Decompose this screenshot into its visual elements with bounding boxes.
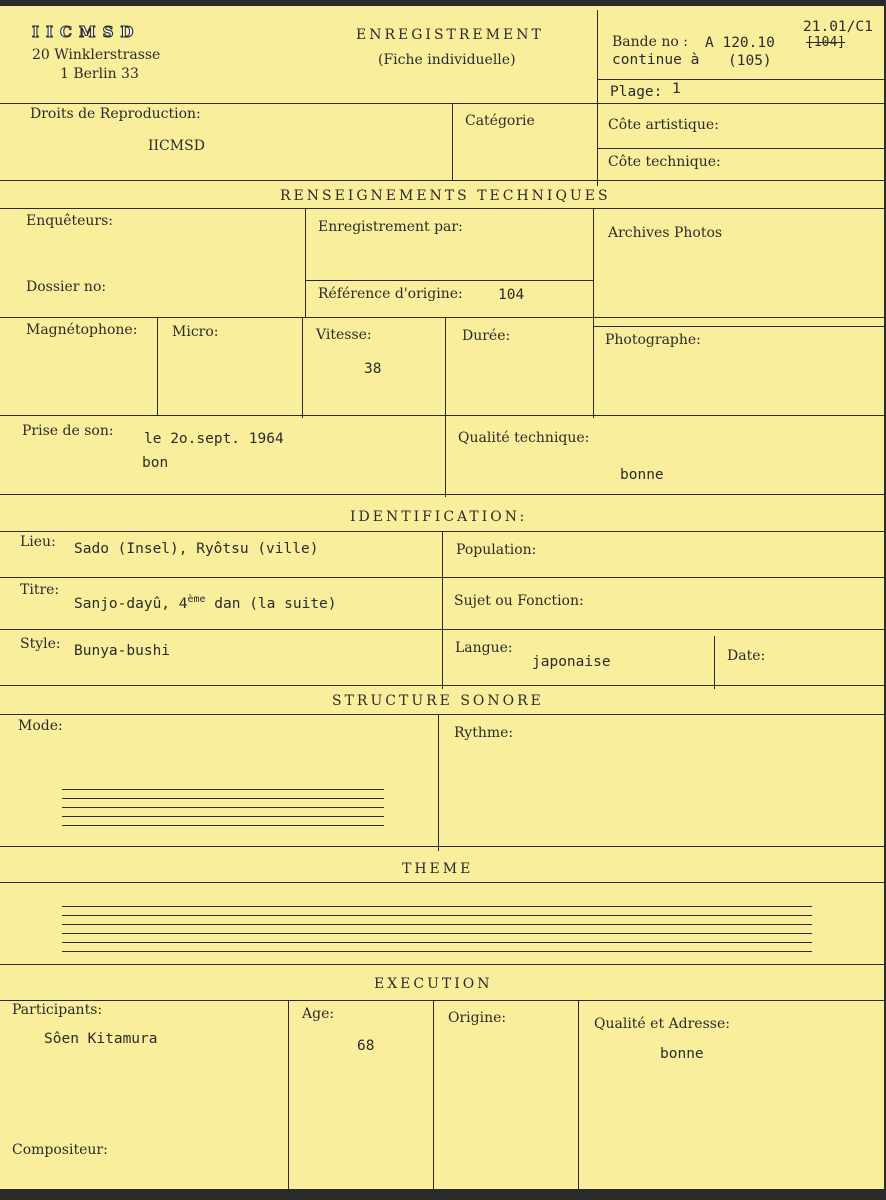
- compositeur-label: Compositeur:: [12, 1142, 108, 1158]
- age-label: Age:: [302, 1006, 335, 1022]
- rythme-label: Rythme:: [454, 725, 514, 741]
- participants-label: Participants:: [12, 1002, 103, 1018]
- divider: [0, 180, 884, 181]
- continue-label: continue à: [612, 52, 700, 68]
- divider: [0, 1000, 884, 1001]
- participant-value: Sôen Kitamura: [44, 1031, 158, 1047]
- divider: [442, 531, 443, 689]
- photographe-label: Photographe:: [605, 332, 701, 348]
- divider: [0, 103, 884, 104]
- theme-staff-line: [62, 951, 812, 952]
- plage-label: Plage:: [610, 84, 663, 100]
- divider: [597, 10, 598, 186]
- divider: [433, 1000, 434, 1189]
- prise-de-son-date: le 2o.sept. 1964: [144, 431, 284, 447]
- qualite-adresse-value: bonne: [660, 1046, 704, 1062]
- vitesse-value: 38: [364, 361, 382, 377]
- bande-note: 21.01/C1: [803, 19, 873, 35]
- origine-label: Origine:: [448, 1010, 507, 1026]
- divider: [445, 317, 446, 497]
- theme-staff-line: [62, 915, 812, 916]
- qualite-technique-value: bonne: [620, 467, 664, 483]
- bande-note-struck: [104]: [806, 35, 846, 50]
- archives-photos-label: Archives Photos: [608, 225, 723, 241]
- theme-staff-line: [62, 924, 812, 925]
- divider: [597, 79, 884, 80]
- bande-value: A 120.10: [705, 35, 775, 51]
- vitesse-label: Vitesse:: [316, 327, 372, 343]
- address-line-1: 20 Winklerstrasse: [32, 47, 161, 63]
- reference-value: 104: [498, 287, 525, 303]
- micro-label: Micro:: [172, 324, 219, 340]
- age-value: 68: [357, 1038, 375, 1054]
- divider: [0, 964, 884, 965]
- droits-label: Droits de Reproduction:: [30, 106, 201, 122]
- titre-label: Titre:: [20, 582, 60, 598]
- divider: [714, 636, 715, 689]
- plage-value: 1: [672, 81, 681, 97]
- theme-staff-line: [62, 906, 812, 907]
- style-label: Style:: [20, 636, 61, 652]
- divider: [0, 317, 884, 318]
- mode-staff-line: [62, 789, 384, 790]
- divider: [0, 882, 884, 883]
- divider: [157, 317, 158, 415]
- section-execution: EXECUTION: [374, 976, 493, 992]
- divider: [0, 208, 884, 209]
- mode-staff-line: [62, 807, 384, 808]
- langue-value: japonaise: [532, 654, 611, 670]
- divider: [0, 629, 884, 630]
- dossier-label: Dossier no:: [26, 279, 107, 295]
- address-line-2: 1 Berlin 33: [60, 66, 139, 82]
- divider: [593, 326, 884, 327]
- titre-text-b: dan (la suite): [214, 595, 337, 612]
- categorie-label: Catégorie: [465, 113, 535, 129]
- mode-staff-line: [62, 825, 384, 826]
- org-logo: IICMSD: [32, 23, 141, 41]
- sujet-label: Sujet ou Fonction:: [454, 593, 584, 609]
- magnetophone-label: Magnétophone:: [26, 322, 138, 338]
- lieu-label: Lieu:: [20, 534, 56, 550]
- divider: [302, 317, 303, 418]
- prise-de-son-label: Prise de son:: [22, 423, 114, 439]
- titre-text-a: Sanjo-dayû, 4: [74, 595, 188, 612]
- form-subtitle: (Fiche individuelle): [378, 52, 516, 68]
- section-theme: THEME: [402, 861, 474, 877]
- qualite-adresse-label: Qualité et Adresse:: [594, 1016, 730, 1032]
- titre-value: [74, 594, 337, 612]
- cote-technique-label: Côte technique:: [608, 154, 721, 170]
- form-title: ENREGISTREMENT: [356, 27, 544, 43]
- mode-staff-line: [62, 816, 384, 817]
- divider: [597, 148, 884, 149]
- mode-label: Mode:: [18, 718, 63, 734]
- section-identification: IDENTIFICATION:: [350, 509, 528, 525]
- cote-artistique-label: Côte artistique:: [608, 117, 719, 133]
- divider: [0, 494, 884, 495]
- qualite-technique-label: Qualité technique:: [458, 430, 590, 446]
- enqueteurs-label: Enquêteurs:: [26, 213, 114, 229]
- droits-value: IICMSD: [148, 138, 205, 154]
- section-structure-sonore: STRUCTURE SONORE: [332, 693, 544, 709]
- date-label: Date:: [727, 648, 766, 664]
- index-card: [0, 6, 884, 1189]
- divider: [305, 280, 593, 281]
- style-value: Bunya-bushi: [74, 643, 171, 659]
- divider: [578, 1000, 579, 1189]
- prise-de-son-value: bon: [142, 455, 169, 471]
- bande-label: Bande no :: [612, 34, 688, 50]
- divider: [0, 577, 884, 578]
- population-label: Population:: [456, 542, 537, 558]
- continue-value: (105): [728, 53, 772, 69]
- titre-superscript: ème: [187, 594, 206, 605]
- theme-staff-line: [62, 942, 812, 943]
- divider: [438, 714, 439, 851]
- divider: [593, 208, 594, 418]
- langue-label: Langue:: [455, 640, 513, 656]
- enregistrement-label: Enregistrement par:: [318, 219, 463, 235]
- divider: [0, 714, 884, 715]
- divider: [288, 1000, 289, 1189]
- divider: [0, 415, 884, 416]
- mode-staff-line: [62, 798, 384, 799]
- theme-staff-line: [62, 933, 812, 934]
- duree-label: Durée:: [462, 328, 511, 344]
- divider: [0, 685, 884, 686]
- divider: [305, 208, 306, 318]
- lieu-value: Sado (Insel), Ryôtsu (ville): [74, 541, 319, 557]
- reference-label: Référence d'origine:: [318, 286, 463, 302]
- section-renseignements: RENSEIGNEMENTS TECHNIQUES: [280, 188, 611, 204]
- divider: [452, 103, 453, 180]
- divider: [0, 846, 884, 847]
